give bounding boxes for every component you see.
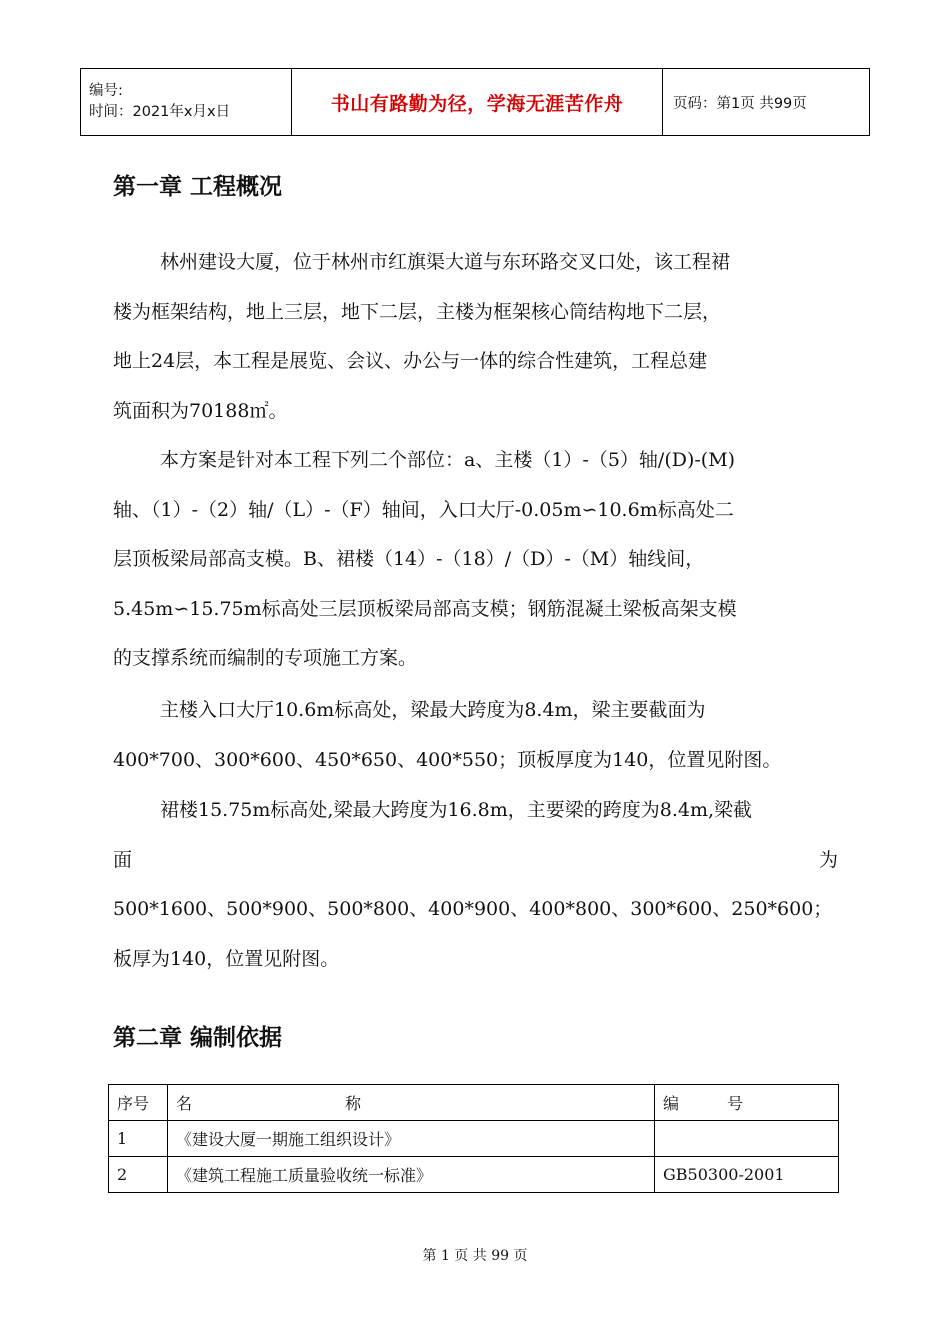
paragraph-line: 的支撑系统而编制的专项施工方案。 (113, 647, 418, 669)
paragraph-line: 500*1600、500*900、500*800、400*900、400*800、300*600、250*600； (113, 898, 833, 920)
chapter-1-title: 第一章 工程概况 (113, 174, 283, 200)
header-no: 序号 (109, 1085, 168, 1121)
paragraph-line: 裙楼15.75m标高处,梁最大跨度为16.8m，主要梁的跨度为8.4m,梁截 (160, 799, 753, 821)
paragraph-line: 地上24层，本工程是展览、会议、办公与一体的综合性建筑，工程总建 (113, 350, 708, 372)
cell-name: 《建设大厦一期施工组织设计》 (168, 1121, 655, 1157)
paragraph-line: 轴、（1）-（2）轴/（L）-（F）轴间，入口大厅-0.05m∽10.6m标高处二 (113, 498, 734, 521)
cell-code: GB50300-2001 (655, 1157, 839, 1193)
chapter-1-paragraph-1 (113, 238, 838, 436)
chapter-1-paragraph-2 (113, 436, 838, 684)
split-right: 为 (818, 848, 838, 871)
page-header (80, 68, 870, 136)
paragraph-line: 筑面积为70188㎡。 (113, 399, 288, 422)
paragraph-line-split (113, 836, 838, 886)
paragraph-line: 林州建设大厦，位于林州市红旗渠大道与东环路交叉口处，该工程裙 (160, 251, 731, 273)
table-row (109, 1157, 839, 1193)
header-name-a: 名 (176, 1094, 193, 1113)
split-left: 面 (113, 848, 133, 871)
chapter-2-title: 第二章 编制依据 (113, 1025, 283, 1051)
header-code-b: 号 (726, 1094, 743, 1113)
cell-no: 2 (109, 1157, 168, 1193)
header-code-a: 编 (663, 1094, 680, 1113)
header-page-info: 页码：第1页 共99页 (663, 69, 870, 136)
basis-table (108, 1084, 839, 1193)
paragraph-line: 板厚为140，位置见附图。 (113, 947, 340, 970)
chapter-1-paragraph-3 (113, 686, 838, 785)
header-name (168, 1085, 655, 1121)
table-row (109, 1121, 839, 1157)
paragraph-line: 楼为框架结构，地上三层，地下二层，主楼为框架核心筒结构地下二层， (113, 300, 722, 323)
table-header-row (109, 1085, 839, 1121)
cell-code (655, 1121, 839, 1157)
paragraph-line: 主楼入口大厅10.6m标高处，梁最大跨度为8.4m，梁主要截面为 (160, 699, 706, 721)
chapter-1-paragraph-4 (113, 786, 838, 984)
date-label: 时间：2021年x月x日 (89, 104, 231, 120)
serial-label: 编号: (89, 83, 123, 99)
header-code (655, 1085, 839, 1121)
header-motto: 书山有路勤为径，学海无涯苦作舟 (292, 69, 663, 136)
cell-no: 1 (109, 1121, 168, 1157)
paragraph-line: 5.45m∽15.75m标高处三层顶板梁局部高支模；钢筋混凝土梁板高架支模 (113, 597, 737, 620)
page-footer: 第 1 页 共 99 页 (422, 1248, 528, 1264)
paragraph-line: 本方案是针对本工程下列二个部位：a、主楼（1）-（5）轴/(D)-(M) (160, 449, 736, 471)
paragraph-line: 层顶板梁局部高支模。B、裙楼（14）-（18）/（D）-（M）轴线间， (113, 548, 705, 570)
paragraph-line: 400*700、300*600、450*650、400*550；顶板厚度为140，位置见附图。 (113, 748, 782, 771)
header-name-b: 称 (344, 1094, 361, 1113)
header-meta (81, 69, 292, 136)
cell-name: 《建筑工程施工质量验收统一标准》 (168, 1157, 655, 1193)
